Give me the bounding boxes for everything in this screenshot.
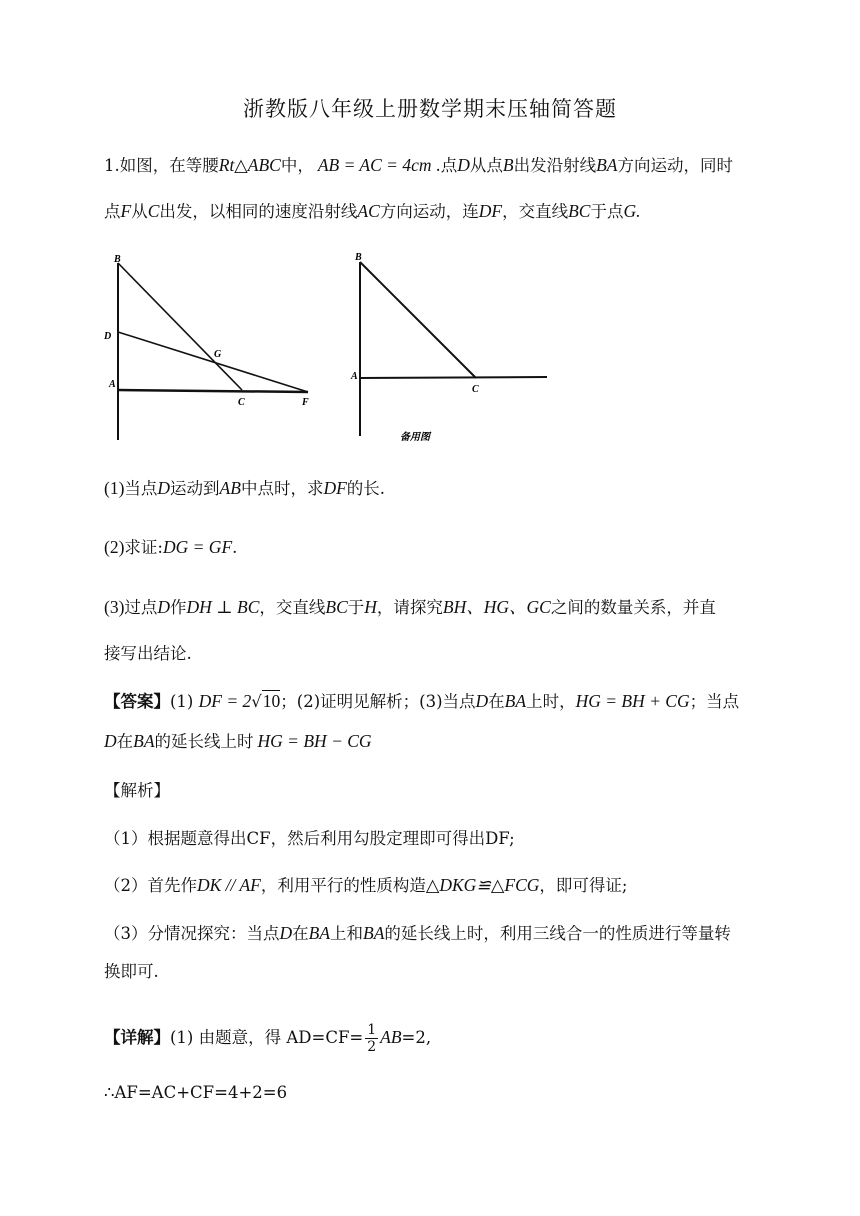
analysis-label: 【解析】 xyxy=(104,781,170,800)
analysis-p3-line-2: 换即可. xyxy=(104,962,159,981)
label-a-2: A xyxy=(351,371,358,382)
question-2: (2)求证:DG = GF. xyxy=(104,537,238,557)
figure-main xyxy=(100,248,320,443)
label-c: C xyxy=(238,397,245,408)
label-b: B xyxy=(114,254,121,265)
question-1: (1)当点D运动到AB中点时，求DF的长. xyxy=(104,478,386,498)
label-b-2: B xyxy=(355,252,362,263)
question-3-line-1: (3)过点D作DH ⊥ BC，交直线BC于H，请探究BH、HG、GC之间的数量关系，并直 xyxy=(104,597,716,617)
problem-line-1: 1.如图，在等腰Rt△ABC中， AB = AC = 4cm .点D从点B出发沿射线BA方向运动，同时 xyxy=(104,155,733,175)
label-d: D xyxy=(104,331,112,342)
label-f: F xyxy=(302,397,309,408)
figure-backup xyxy=(345,248,555,448)
answer-line-2: D在BA的延长线上时 HG = BH − CG xyxy=(104,731,372,751)
line-bc xyxy=(118,263,242,390)
problem-line-2: 点F从C出发，以相同的速度沿射线AC方向运动，连DF，交直线BC于点G. xyxy=(104,201,641,221)
label-g: G xyxy=(214,349,222,360)
answer-line-1: 【答案】(1) DF = 2√10；(2)证明见解析；(3)当点D在BA上时，HG = BH + CG；当点 xyxy=(104,691,740,711)
label-a: A xyxy=(109,379,116,390)
line-ac-2 xyxy=(360,377,547,378)
question-3-line-2: 接写出结论. xyxy=(104,644,192,663)
line-df xyxy=(118,332,308,392)
label-c-2: C xyxy=(472,384,479,395)
analysis-p2: （2）首先作DK // AF，利用平行的性质构造△DKG≌△FCG，即可得证; xyxy=(104,875,628,895)
analysis-p3-line-1: （3）分情况探究：当点D在BA上和BA的延长线上时，利用三线合一的性质进行等量转 xyxy=(104,923,731,943)
detail-line-1: 【详解】(1) 由题意，得 AD=CF= $\frac{1}{2}$ AB=2, xyxy=(104,1022,432,1055)
fraction-one-half: $\frac{1}{2}$ xyxy=(367,1022,377,1055)
analysis-p1: （1）根据题意得出CF，然后利用勾股定理即可得出DF; xyxy=(104,829,515,848)
detail-line-2: ∴AF=AC+CF=4+2=6 xyxy=(104,1083,288,1102)
line-bc-2 xyxy=(360,262,476,378)
page-title: 浙教版八年级上册数学期末压轴简答题 xyxy=(243,97,617,121)
line-af xyxy=(118,390,308,392)
figure-caption: 备用图 xyxy=(400,432,430,443)
